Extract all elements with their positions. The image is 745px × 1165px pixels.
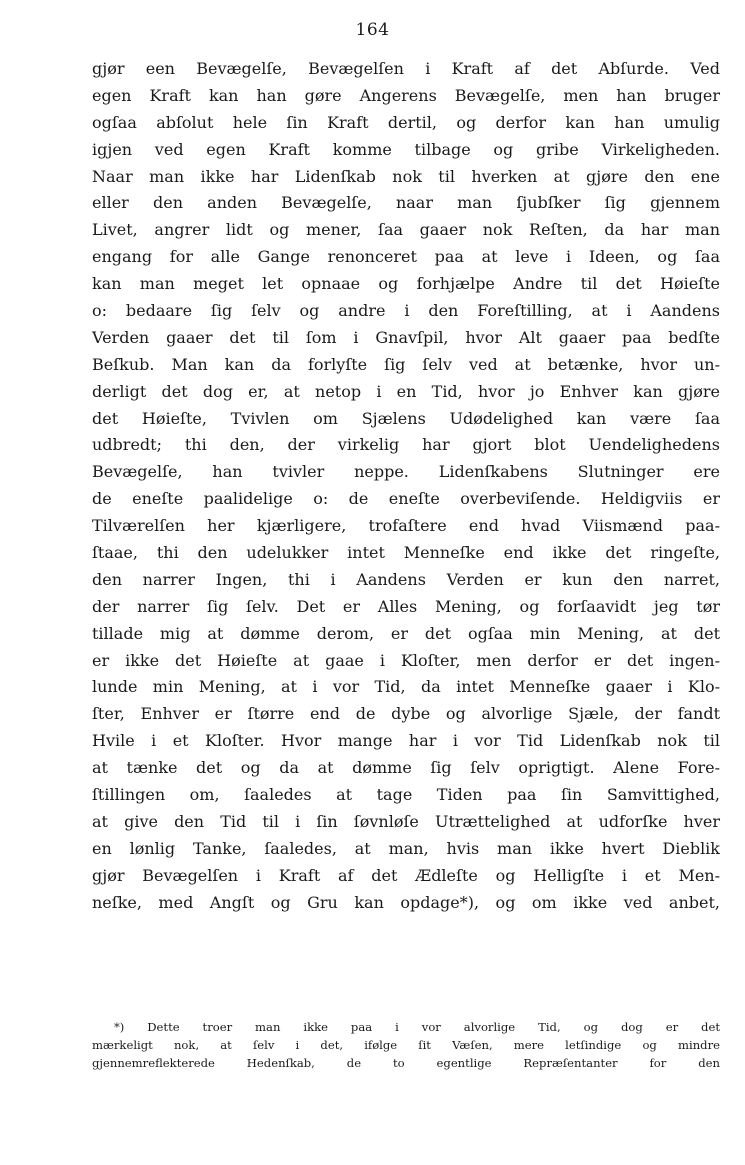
text-line: egen Kraft kan han gøre Angerens Bevægelſe, men han bruger bbox=[92, 85, 720, 105]
footnote-line: gjennemreflekterede Hedenſkab, de to egentlige Repræſentanter for den bbox=[92, 1056, 720, 1070]
text-line: derligt det dog er, at netop i en Tid, hvor jo Enhver kan gjøre bbox=[92, 381, 720, 401]
text-line: gjør Bevægelſen i Kraft af det Ædleſte og Helligſte i et Men- bbox=[92, 865, 720, 885]
text-line: neſke, med Angſt og Gru kan opdage*), og om ikke ved anbet, bbox=[92, 892, 720, 912]
text-line: den narrer Ingen, thi i Aandens Verden er kun den narret, bbox=[92, 569, 720, 589]
page-number: 164 bbox=[355, 20, 390, 40]
footnote-line: mærkeligt nok, at ſelv i det, ifølge ſit Væſen, mere letſindige og mindre bbox=[92, 1038, 720, 1052]
text-line: lunde min Mening, at i vor Tid, da intet Menneſke gaaer i Klo- bbox=[92, 677, 720, 697]
text-line: der narrer ſig ſelv. Det er Alles Mening, og forſaavidt jeg tør bbox=[92, 596, 720, 616]
text-line: Bevægelſe, han tvivler neppe. Lidenſkabens Slutninger ere bbox=[92, 462, 720, 482]
text-line: at give den Tid til i ſin ſøvnløſe Utrættelighed at udforſke hver bbox=[92, 811, 720, 831]
text-line: engang for alle Gange renonceret paa at leve i Ideen, og ſaa bbox=[92, 247, 720, 267]
text-line: at tænke det og da at dømme ſig ſelv oprigtigt. Alene Fore- bbox=[92, 758, 720, 778]
text-line: Hvile i et Kloſter. Hvor mange har i vor Tid Lidenſkab nok til bbox=[92, 731, 720, 751]
text-line: Verden gaaer det til ſom i Gnavſpil, hvor Alt gaaer paa bedſte bbox=[92, 327, 720, 347]
text-line: Naar man ikke har Lidenſkab nok til hverken at gjøre den ene bbox=[92, 166, 720, 186]
text-line: udbredt; thi den, der virkelig har gjort blot Uendelighedens bbox=[92, 435, 720, 455]
text-line: ſtaae, thi den udelukker intet Menneſke end ikke det ringeſte, bbox=[92, 543, 720, 563]
text-line: ſtillingen om, ſaaledes at tage Tiden paa ſin Samvittighed, bbox=[92, 785, 720, 805]
text-line: Beſkub. Man kan da forlyſte ſig ſelv ved at betænke, hvor un- bbox=[92, 354, 720, 374]
text-line: ſter, Enhver er ſtørre end de dybe og alvorlige Sjæle, der fandt bbox=[92, 704, 720, 724]
text-line: o: bedaare ſig ſelv og andre i den Foreſtilling, at i Aandens bbox=[92, 301, 720, 321]
text-line: er ikke det Høieſte at gaae i Kloſter, men derfor er det ingen- bbox=[92, 650, 720, 670]
text-line: kan man meget let opnaae og forhjælpe Andre til det Høieſte bbox=[92, 274, 720, 294]
text-line: igjen ved egen Kraft komme tilbage og gribe Virkeligheden. bbox=[92, 139, 720, 159]
text-line: ogſaa abſolut hele ſin Kraft dertil, og derfor kan han umulig bbox=[92, 112, 720, 132]
text-line: gjør een Bevægelſe, Bevægelſen i Kraft af det Abſurde. Ved bbox=[92, 59, 720, 78]
footnote-line: *) Dette troer man ikke paa i vor alvorlige Tid, og dog er det bbox=[114, 1020, 720, 1034]
footnote bbox=[92, 1018, 720, 1072]
text-line: de eneſte paalidelige o: de eneſte overbeviſende. Heldigviis er bbox=[92, 489, 720, 509]
text-line: en lønlig Tanke, ſaaledes, at man, hvis man ikke hvert Dieblik bbox=[92, 838, 720, 858]
body-text bbox=[92, 56, 720, 917]
text-line: tillade mig at dømme derom, er det ogſaa min Mening, at det bbox=[92, 623, 720, 643]
text-line: det Høieſte, Tvivlen om Sjælens Udødelighed kan være ſaa bbox=[92, 408, 720, 428]
text-line: Tilværelſen her kjærligere, trofaſtere end hvad Viismænd paa- bbox=[92, 516, 720, 536]
text-line: eller den anden Bevægelſe, naar man ſjubſker ſig gjennem bbox=[92, 193, 720, 213]
text-line: Livet, angrer lidt og mener, ſaa gaaer nok Reſten, da har man bbox=[92, 220, 720, 240]
